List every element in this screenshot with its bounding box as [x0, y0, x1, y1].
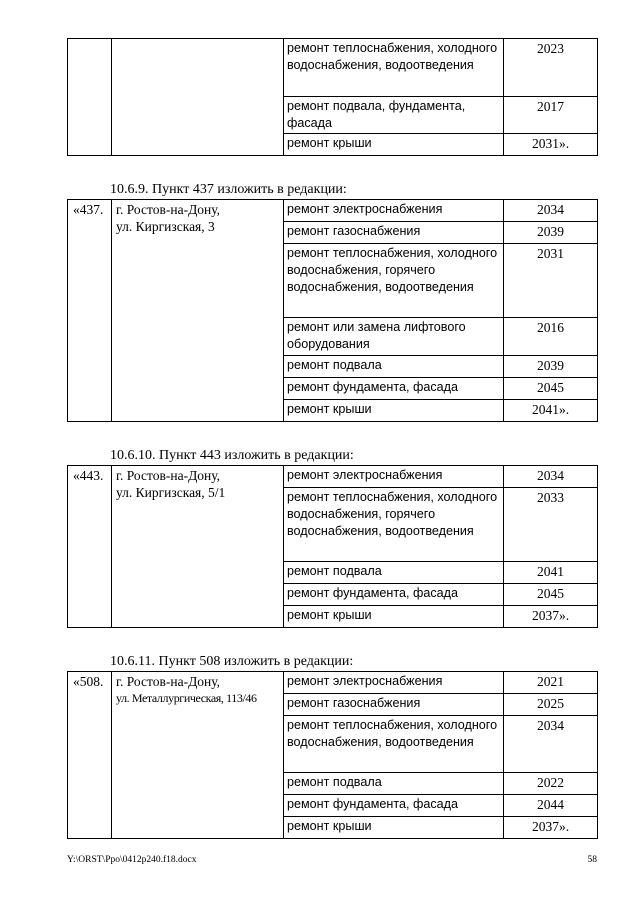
year-cell: 2034 [504, 466, 598, 488]
table-row [68, 672, 598, 694]
year-cell: 2039 [504, 222, 598, 244]
work-type-cell: ремонт крыши [284, 606, 504, 628]
work-type-cell: ремонт теплоснабжения, холодного водоснабжения, водоотведения [284, 716, 504, 773]
work-type-cell: ремонт крыши [284, 134, 504, 156]
table-row [68, 466, 598, 488]
table-row [68, 39, 598, 97]
year-cell: 2045 [504, 584, 598, 606]
table-item-437 [67, 199, 598, 422]
work-type-cell: ремонт электроснабжения [284, 200, 504, 222]
work-type-cell: ремонт газоснабжения [284, 694, 504, 716]
work-type-cell: ремонт газоснабжения [284, 222, 504, 244]
table-item-443 [67, 465, 598, 628]
table-row [68, 200, 598, 222]
work-type-cell: ремонт или замена лифтового оборудования [284, 318, 504, 356]
work-type-cell: ремонт подвала [284, 356, 504, 378]
address-cell [112, 200, 284, 422]
work-type-cell: ремонт фундамента, фасада [284, 378, 504, 400]
year-cell: 2031». [504, 134, 598, 156]
year-cell: 2025 [504, 694, 598, 716]
section-heading: 10.6.10. Пункт 443 изложить в редакции: [110, 448, 354, 463]
year-cell: 2041». [504, 400, 598, 422]
item-number-cell: «437. [68, 200, 112, 422]
work-type-cell: ремонт электроснабжения [284, 466, 504, 488]
footer-file-path: Y:\ORST\Ppo\0412p240.f18.docx [67, 855, 197, 865]
work-type-cell: ремонт подвала [284, 562, 504, 584]
item-number-cell: «508. [68, 672, 112, 839]
work-type-cell: ремонт теплоснабжения, холодного водоснабжения, горячего водоснабжения, водоотведения [284, 488, 504, 562]
table-item-508 [67, 671, 598, 839]
address-street: ул. Металлургическая, 113/46 [116, 691, 257, 705]
table-continuation [67, 38, 598, 156]
address-city: г. Ростов-на-Дону, [116, 202, 221, 217]
year-cell: 2017 [504, 97, 598, 134]
year-cell: 2031 [504, 244, 598, 318]
work-type-cell: ремонт крыши [284, 400, 504, 422]
address-street: ул. Киргизская, 3 [116, 219, 215, 234]
item-number-cell [68, 39, 112, 156]
work-type-cell: ремонт подвала, фундамента, фасада [284, 97, 504, 134]
section-heading: 10.6.9. Пункт 437 изложить в редакции: [110, 182, 347, 197]
address-cell [112, 466, 284, 628]
year-cell: 2023 [504, 39, 598, 97]
year-cell: 2016 [504, 318, 598, 356]
year-cell: 2022 [504, 773, 598, 795]
work-type-cell: ремонт электроснабжения [284, 672, 504, 694]
address-city: г. Ростов-на-Дону, [116, 468, 221, 483]
page-number: 58 [587, 855, 597, 865]
work-type-cell: ремонт теплоснабжения, холодного водоснабжения, горячего водоснабжения, водоотведения [284, 244, 504, 318]
year-cell: 2045 [504, 378, 598, 400]
address-cell [112, 672, 284, 839]
year-cell: 2037». [504, 817, 598, 839]
year-cell: 2034 [504, 716, 598, 773]
year-cell: 2041 [504, 562, 598, 584]
year-cell: 2034 [504, 200, 598, 222]
address-city: г. Ростов-на-Дону, [116, 674, 221, 689]
address-cell [112, 39, 284, 156]
work-type-cell: ремонт теплоснабжения, холодного водоснабжения, водоотведения [284, 39, 504, 97]
year-cell: 2021 [504, 672, 598, 694]
work-type-cell: ремонт подвала [284, 773, 504, 795]
year-cell: 2033 [504, 488, 598, 562]
address-street: ул. Киргизская, 5/1 [116, 485, 226, 500]
year-cell: 2037». [504, 606, 598, 628]
item-number-cell: «443. [68, 466, 112, 628]
year-cell: 2044 [504, 795, 598, 817]
year-cell: 2039 [504, 356, 598, 378]
section-heading: 10.6.11. Пункт 508 изложить в редакции: [110, 654, 354, 669]
work-type-cell: ремонт фундамента, фасада [284, 584, 504, 606]
work-type-cell: ремонт фундамента, фасада [284, 795, 504, 817]
work-type-cell: ремонт крыши [284, 817, 504, 839]
